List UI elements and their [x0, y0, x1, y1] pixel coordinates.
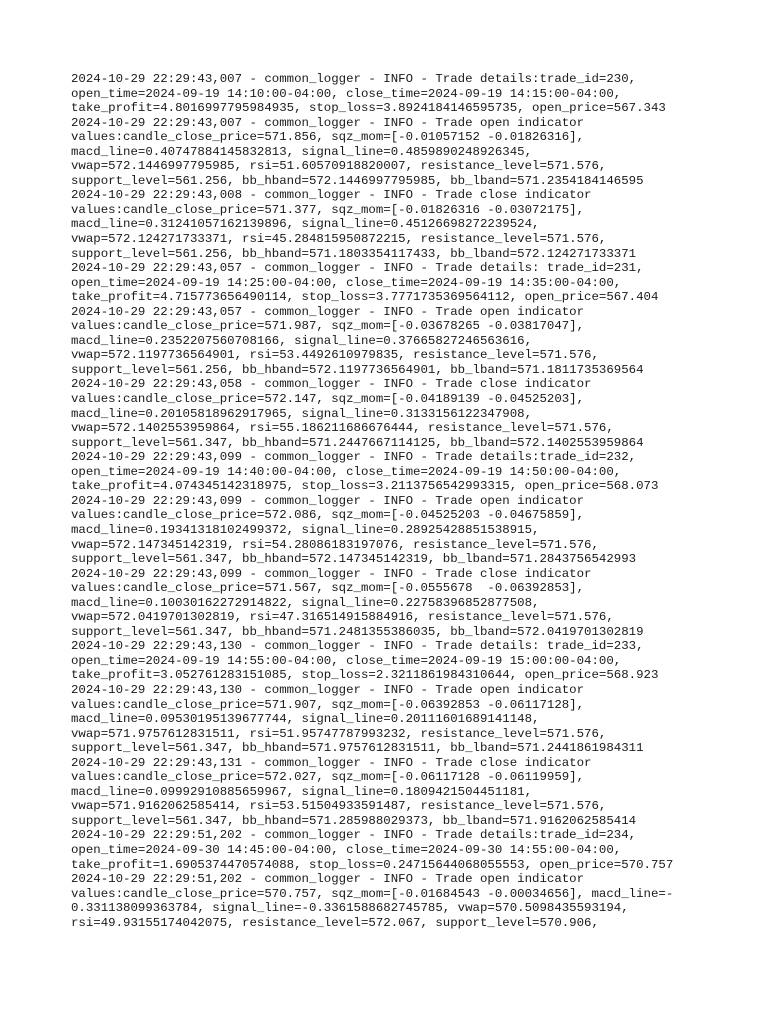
log-line: macd_line=0.40747884145832813, signal_line=0.4859890248926345, — [71, 144, 533, 159]
log-line: support_level=561.347, bb_hband=571.2481355386035, bb_lband=572.0419701302819 — [71, 624, 644, 639]
log-line: support_level=561.347, bb_hband=571.285988029373, bb_lband=571.9162062585414 — [71, 813, 637, 828]
log-line: vwap=571.9757612831511, rsi=51.95747787993232, resistance_level=571.576, — [71, 726, 607, 741]
log-line: values:candle_close_price=571.377, sqz_mom=[-0.01826316 -0.03072175], — [71, 202, 585, 217]
log-line: open_time=2024-09-19 14:25:00-04:00, close_time=2024-09-19 14:35:00-04:00, — [71, 275, 622, 290]
log-line: vwap=572.1402553959864, rsi=55.186211686676444, resistance_level=571.576, — [71, 421, 614, 436]
log-line: macd_line=0.31241057162139896, signal_line=0.45126698272239524, — [71, 217, 540, 232]
log-line: vwap=572.1446997795985, rsi=51.60570918820007, resistance_level=571.576, — [71, 159, 607, 174]
log-line: values:candle_close_price=572.086, sqz_mom=[-0.04525203 -0.04675859], — [71, 508, 585, 523]
log-line: support_level=561.347, bb_hband=571.2447667114125, bb_lband=572.1402553959864 — [71, 435, 644, 450]
log-line: vwap=572.0419701302819, rsi=47.316514915884916, resistance_level=571.576, — [71, 610, 614, 625]
log-line: macd_line=0.20105818962917965, signal_line=0.3133156122347908, — [71, 406, 533, 421]
log-line: take_profit=1.6905374470574088, stop_loss=0.24715644068055553, open_price=570.757 — [71, 857, 674, 872]
log-line: macd_line=0.09992910885659967, signal_line=0.1809421504451181, — [71, 784, 533, 799]
log-line: take_profit=4.8016997795984935, stop_loss=3.8924184146595735, open_price=567.343 — [71, 101, 666, 116]
log-line: vwap=572.147345142319, rsi=54.28086183197076, resistance_level=571.576, — [71, 537, 599, 552]
log-line: support_level=561.256, bb_hband=571.1803354117433, bb_lband=572.124271733371 — [71, 246, 637, 261]
log-line: values:candle_close_price=572.027, sqz_mom=[-0.06117128 -0.06119959], — [71, 770, 585, 785]
log-line: take_profit=4.074345142318975, stop_loss=3.2113756542993315, open_price=568.073 — [71, 479, 659, 494]
log-line: vwap=571.9162062585414, rsi=53.51504933591487, resistance_level=571.576, — [71, 799, 607, 814]
log-line: macd_line=0.19341318102499372, signal_line=0.28925428851538915, — [71, 522, 540, 537]
log-line: 2024-10-29 22:29:51,202 - common_logger - INFO - Trade open indicator — [71, 872, 585, 887]
log-line: open_time=2024-09-19 14:55:00-04:00, close_time=2024-09-19 15:00:00-04:00, — [71, 653, 622, 668]
log-line: macd_line=0.09530195139677744, signal_line=0.20111601689141148, — [71, 712, 540, 727]
log-line: values:candle_close_price=571.907, sqz_mom=[-0.06392853 -0.06117128], — [71, 697, 585, 712]
log-line: 2024-10-29 22:29:43,057 - common_logger - INFO - Trade details: trade_id=231, — [71, 261, 644, 276]
log-line: values:candle_close_price=571.856, sqz_mom=[-0.01057152 -0.01826316], — [71, 130, 585, 145]
log-line: 2024-10-29 22:29:43,130 - common_logger - INFO - Trade open indicator — [71, 682, 585, 697]
log-line: take_profit=4.715773656490114, stop_loss=3.7771735369564112, open_price=567.404 — [71, 290, 659, 305]
log-line: support_level=561.347, bb_hband=572.147345142319, bb_lband=571.2843756542993 — [71, 552, 637, 567]
log-line: 2024-10-29 22:29:43,130 - common_logger - INFO - Trade details: trade_id=233, — [71, 639, 644, 654]
log-line: values:candle_close_price=571.567, sqz_mom=[-0.0555678 -0.06392853], — [71, 581, 585, 596]
log-line: values:candle_close_price=570.757, sqz_mom=[-0.01684543 -0.00034656], macd_line=- — [71, 886, 674, 901]
log-line: 2024-10-29 22:29:43,007 - common_logger - INFO - Trade details:trade_id=230, — [71, 72, 637, 86]
log-line: open_time=2024-09-19 14:10:00-04:00, close_time=2024-09-19 14:15:00-04:00, — [71, 86, 622, 101]
log-line: vwap=572.1197736564901, rsi=53.4492610979835, resistance_level=571.576, — [71, 348, 599, 363]
log-line: 0.331138099363784, signal_line=-0.3361588682745785, vwap=570.5098435593194, — [71, 901, 629, 916]
log-line: 2024-10-29 22:29:43,058 - common_logger - INFO - Trade close indicator — [71, 377, 592, 392]
log-line: 2024-10-29 22:29:43,099 - common_logger - INFO - Trade details:trade_id=232, — [71, 450, 637, 465]
log-line: open_time=2024-09-30 14:45:00-04:00, close_time=2024-09-30 14:55:00-04:00, — [71, 842, 622, 857]
log-line: support_level=561.256, bb_hband=572.1446997795985, bb_lband=571.2354184146595 — [71, 173, 644, 188]
log-line: macd_line=0.2352207560708166, signal_line=0.37665827246563616, — [71, 333, 533, 348]
log-line: 2024-10-29 22:29:43,099 - common_logger - INFO - Trade close indicator — [71, 566, 592, 581]
log-line: values:candle_close_price=571.987, sqz_mom=[-0.03678265 -0.03817047], — [71, 319, 585, 334]
log-document — [71, 72, 761, 930]
log-line: 2024-10-29 22:29:43,008 - common_logger - INFO - Trade close indicator — [71, 188, 592, 203]
log-line: 2024-10-29 22:29:51,202 - common_logger - INFO - Trade details:trade_id=234, — [71, 828, 637, 843]
log-line: open_time=2024-09-19 14:40:00-04:00, close_time=2024-09-19 14:50:00-04:00, — [71, 464, 622, 479]
log-line: 2024-10-29 22:29:43,099 - common_logger - INFO - Trade open indicator — [71, 493, 585, 508]
log-line: take_profit=3.052761283151085, stop_loss=2.3211861984310644, open_price=568.923 — [71, 668, 659, 683]
log-line: macd_line=0.10030162272914822, signal_line=0.22758396852877508, — [71, 595, 540, 610]
log-line: 2024-10-29 22:29:43,007 - common_logger - INFO - Trade open indicator — [71, 115, 585, 130]
log-line: vwap=572.124271733371, rsi=45.284815950872215, resistance_level=571.576, — [71, 232, 607, 247]
log-line: 2024-10-29 22:29:43,057 - common_logger - INFO - Trade open indicator — [71, 304, 585, 319]
log-line: support_level=561.256, bb_hband=572.1197736564901, bb_lband=571.1811735369564 — [71, 362, 644, 377]
log-line: support_level=561.347, bb_hband=571.9757612831511, bb_lband=571.2441861984311 — [71, 741, 644, 756]
log-line: rsi=49.93155174042075, resistance_level=572.067, support_level=570.906, — [71, 915, 599, 930]
log-line: values:candle_close_price=572.147, sqz_mom=[-0.04189139 -0.04525203], — [71, 392, 585, 407]
log-line: 2024-10-29 22:29:43,131 - common_logger - INFO - Trade close indicator — [71, 755, 592, 770]
